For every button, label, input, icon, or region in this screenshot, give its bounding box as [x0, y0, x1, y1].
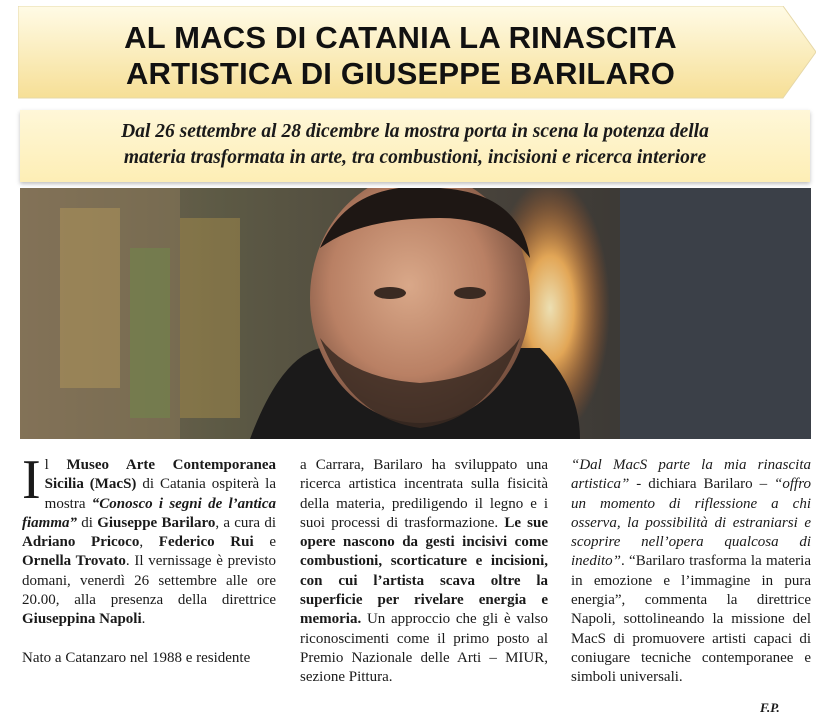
article-column-1	[22, 449, 277, 668]
headline-banner	[18, 6, 816, 102]
headline-line-2: ARTISTICA DI GIUSEPPE BARILARO	[125, 56, 676, 91]
drop-cap: I	[22, 449, 41, 511]
headline	[18, 20, 783, 92]
artist-portrait-photo	[20, 188, 811, 439]
subheadline-line-1: Dal 26 settembre al 28 dicembre la mostra porta in scena la potenza della	[121, 121, 709, 142]
subheadline-line-2: materia trasformata in arte, tra combustioni, incisioni e ricerca interiore	[123, 147, 707, 168]
subheadline-box	[20, 110, 810, 182]
paragraph: Il Museo Arte Contemporanea Sicilia (MacS) di Catania ospiterà la mostra “Conosco i segni de l’antica fiamma” di Giuseppe Barilaro, a cura di Adriano Pricoco, Federico Rui e Ornella Trovato. Il vernissage è previsto domani, venerdì 26 settembre alle ore 20.00, alla presenza della direttrice Giuseppina Napoli.	[22, 449, 277, 628]
paragraph: “Dal MacS parte la mia rinascita artistica” - dichiara Barilaro – “offro un momento di riflessione a chi osserva, la possibilità di estraniarsi e scoprire nell’opera qualcosa di inedito”. “Barilaro trasforma la materia in emozione e l’immagine in pura energia”, commenta la direttrice Napoli, sottolineando la missione del MacS di promuovere artisti capaci di coniugare tecniche contemporanee e simboli universali.	[571, 457, 811, 686]
subheadline	[20, 119, 810, 171]
article-column-2	[300, 456, 548, 688]
headline-line-1: AL MACS DI CATANIA LA RINASCITA	[124, 20, 677, 55]
paragraph: a Carrara, Barilaro ha sviluppato una ricerca artistica incentrata sulla fisicità della materia, prediligendo il legno e i suoi processi di trasformazione. Le sue opere nascono da gesti incisivi come combustioni, scorticature e incisioni, con cui l’artista scava oltre la superficie per rivelare energia e memoria. Un approccio che gli è valso riconoscimenti come il primo posto al Premio Nazionale delle Arti – MIUR, sezione Pittura.	[300, 457, 549, 686]
author-signature: F.P.	[760, 700, 780, 715]
article-column-3	[571, 456, 811, 688]
paragraph: Nato a Catanzaro nel 1988 e residente	[22, 649, 251, 666]
